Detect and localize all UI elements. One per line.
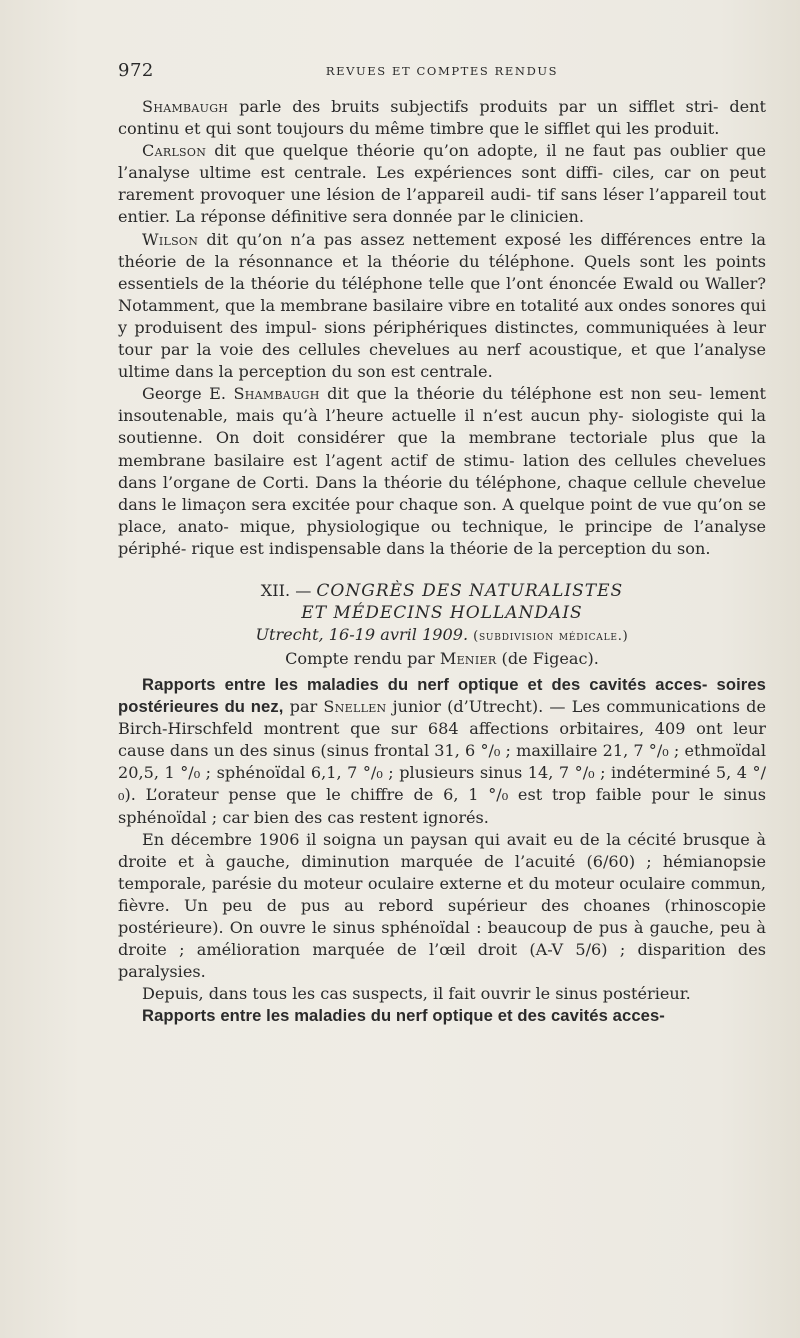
page-header — [118, 60, 766, 86]
paragraph-text: parle des bruits subjectifs produits par un sifflet stri- dent continu et qui sont toujours du même timbre que le sifflet qui les produit. — [118, 97, 766, 139]
section-title: CONGRÈS DES NATURALISTES — [316, 580, 624, 601]
author-name: Carlson — [142, 141, 207, 161]
section-heading — [118, 580, 766, 670]
paragraph-wilson — [118, 229, 766, 384]
article-heading-2 — [118, 1005, 766, 1027]
section-place-date-line — [118, 624, 766, 648]
author-name: Shambaugh — [233, 384, 320, 404]
paragraph-text: dit que quelque théorie qu’on adopte, il ne faut pas oublier que l’analyse ultime est centrale. Les expériences sont diffi- ciles, car on peut rarement provoquer une lésion de l’appareil audi- tif sans léser l’appareil tout entier. La réponse définitive sera donnée par le clinicien. — [118, 141, 766, 227]
paragraph-since: Depuis, dans tous les cas suspects, il fait ouvrir le sinus postérieur. — [142, 984, 691, 1004]
article-heading: Rapports entre les maladies du nerf optique et des cavités acces- — [142, 1006, 665, 1026]
report-credit — [118, 648, 766, 670]
paragraph-case: En décembre 1906 il soigna un paysan qui avait eu de la cécité brusque à droite et à gauche, diminution marquée de l’acuité (6/60) ; hémianopsie temporale, parésie du moteur oculaire externe et du moteur oculaire commun, fièvre. Un peu de pus au rebord supérieur des choanes (rhinoscopie postérieure). On ouvre le sinus sphénoïdal : beaucoup de pus à gauche, peu à droite ; amélioration marquée de l’œil droit (A-V 5/6) ; disparition des paralysies. — [118, 829, 766, 982]
author-name: Shambaugh — [142, 97, 229, 116]
article-text: junior (d’Utrecht). — Les communications de Birch-Hirschfeld montrent que sur 684 affections orbitaires, 409 ont leur cause dans un des sinus (sinus frontal 31, 6 °/₀ ; maxillaire 21, 7 °/₀ ; ethmoïdal 20,5, 1 °/₀ ; sphénoïdal 6,1, 7 °/₀ ; plusieurs sinus 14, 7 °/₀ ; indéterminé 5, 4 °/₀). L’orateur pense que le chiffre de 6, 1 °/₀ est trop faible pour le sinus sphénoïdal ; car bien des cas restent ignorés. — [118, 697, 766, 827]
article-author: Snellen — [323, 697, 387, 717]
section-title-line-2: ET MÉDECINS HOLLANDAIS — [301, 602, 583, 623]
page-body — [118, 96, 766, 1027]
article-heading: Rapports entre les maladies du nerf optique et des cavités acces- soires postérieures du nez, — [118, 674, 766, 717]
section-title-line-1 — [118, 580, 766, 602]
paragraph-carlson — [118, 140, 766, 228]
paragraph-shambaugh-2 — [118, 383, 766, 560]
author-prefix: George E. — [142, 384, 234, 404]
running-head: REVUES ET COMPTES RENDUS — [325, 64, 559, 78]
section-number: XII. — — [260, 580, 317, 600]
article-by: par — [283, 697, 324, 717]
paragraph-text: dit qu’on n’a pas assez nettement exposé les différences entre la théorie de la résonnance et la théorie du téléphone. Quels sont les points essentiels de la théorie du téléphone telle que l’ont énoncée Ewald ou Waller? Notamment, que la membrane basilaire vibre en totalité aux ondes sonores qui y produisent des impul- sions périphériques distinctes, communiquées à leur tour par la voie des cellules chevelues au nerf acoustique, et que l’analyse ultime dans la perception du son est centrale. — [118, 229, 766, 382]
author-name: Wilson — [142, 229, 199, 249]
paragraph-shambaugh-1 — [118, 96, 766, 140]
place-date: Utrecht, 16-19 avril 1909. — [255, 624, 469, 644]
subdivision-note: (subdivision médicale.) — [468, 628, 629, 644]
article-snellen — [118, 674, 766, 829]
paragraph-text: dit que la théorie du téléphone est non seu- lement insoutenable, mais qu’à l’heure actuelle il n’est aucun phy- siologiste qui la soutienne. On doit considérer que la membrane tectoriale plus que la membrane basilaire est l’agent actif de stimu- lation des cellules chevelues dans l’organe de Corti. Dans la théorie du téléphone, chaque cellule chevelue dans le limaçon sera excitée pour chaque son. A quelque point de vue qu’on se place, anato- mique, physiologique ou technique, le principe de l’analyse périphé- rique est indispensable dans la théorie de la perception du son. — [118, 384, 766, 558]
report-suffix: (de Figeac). — [496, 648, 599, 668]
report-author: Menier — [439, 648, 497, 668]
report-prefix: Compte rendu par — [285, 648, 440, 668]
page-number: 972 — [118, 60, 154, 81]
